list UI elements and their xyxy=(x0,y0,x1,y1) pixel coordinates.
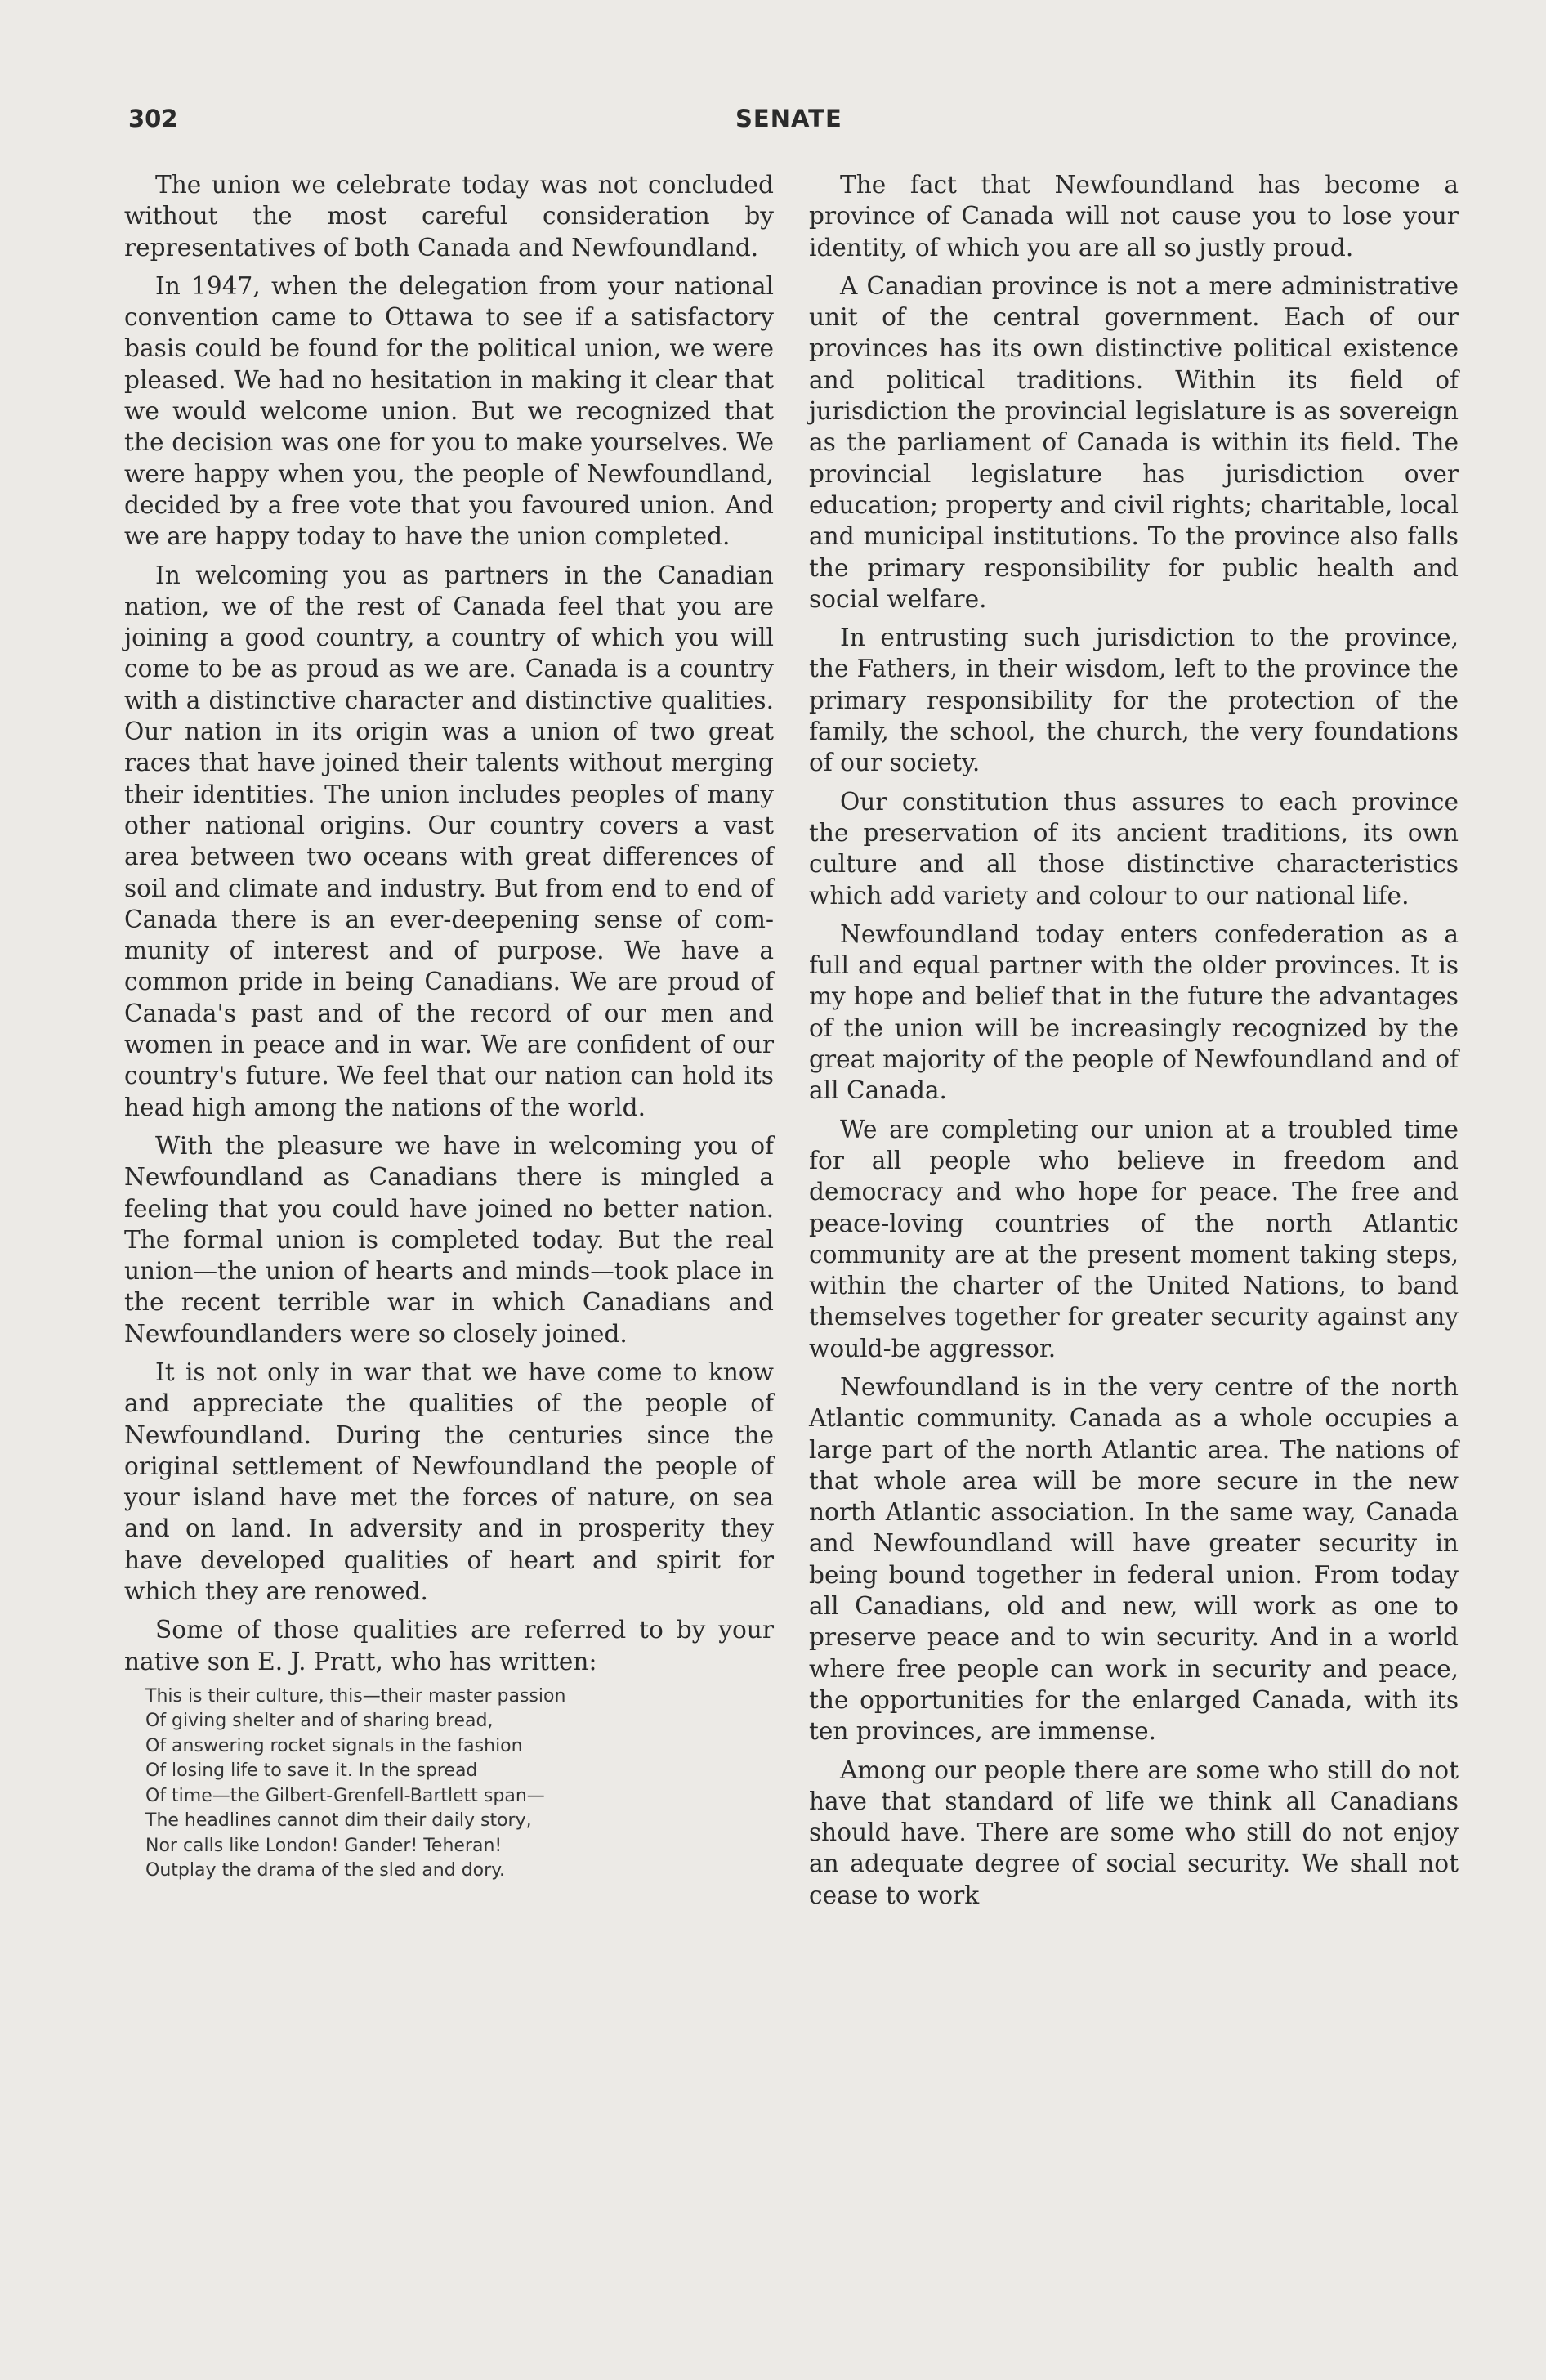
poem-line: Of losing life to save it. In the spread xyxy=(145,1760,478,1782)
page-number: 302 xyxy=(128,105,178,132)
right-column xyxy=(809,169,1459,1918)
poem-line: Outplay the drama of the sled and dory. xyxy=(145,1860,506,1881)
poem-line: The headlines cannot dim their daily story, xyxy=(145,1810,532,1832)
poem-line: This is their culture, this—their master passion xyxy=(145,1685,566,1707)
paragraph: Our constitution thus assures to each province the preservation of its ancient traditions, its own culture and all those distinctive characteristics which add variety and colour to our national life. xyxy=(809,787,1459,910)
page-header xyxy=(127,105,1467,142)
paragraph: We are completing our union at a troubled time for all people who believe in freedom and democracy and who hope for peace. The free and peace-loving countries of the north Atlantic community are at the present moment taking steps, within the charter of the United Nations, to band themselves together for greater security against any would-be aggressor. xyxy=(809,1115,1459,1362)
poem-line: Of answering rocket signals in the fashion xyxy=(145,1735,523,1756)
paragraph: In 1947, when the delegation from your national convention came to Ottawa to see if a satisfactory basis could be found for the political union, we were pleased. We had no hesitation in making it clear that we would welcome union. But we recognized that the decision was one for you to make yourselves. We were happy when you, the people of Newfoundland, decided by a free vote that you favoured union. And we are happy today to have the union completed. xyxy=(124,271,774,551)
paragraph: The fact that Newfoundland has become a province of Canada will not cause you to lose your identity, of which you are all so justly proud. xyxy=(809,171,1459,262)
paragraph: The union we celebrate today was not concluded without the most careful consideration by representatives of both Canada and Newfoundland. xyxy=(124,171,774,262)
running-head: SENATE xyxy=(735,105,842,132)
poem-line: Of giving shelter and of sharing bread, xyxy=(145,1711,494,1732)
poem-line: Nor calls like London! Gander! Teheran! xyxy=(145,1835,503,1856)
paragraph: Among our people there are some who still do not have that standard of life we think all Canadians should have. There are some who still do not enjoy an adequate degree of social security. We shall not cease to work xyxy=(809,1756,1459,1909)
paragraph: A Canadian province is not a mere administrative unit of the central government. Each of our provinces has its own distinctive political existence and political traditions. Within its field of jurisdiction the provincial legislature is as sovereign as the parliament of Canada is within its field. The provincial legislature has jurisdiction over education; property and civil rights; charitable, local and municipal institutions. To the province also falls the primary responsibility for public health and social welfare. xyxy=(809,271,1459,613)
paragraph: It is not only in war that we have come to know and appreciate the qualities of the people of Newfoundland. During the centuries since the original settlement of Newfoundland the people of your island have met the forces of nature, on sea and on land. In adversity and in prosperity they have developed qualities of heart and spirit for which they are renowed. xyxy=(124,1358,774,1606)
poem-line: Of time—the Gilbert-Grenfell-Bartlett span— xyxy=(145,1785,545,1806)
paragraph: With the pleasure we have in welcoming you of Newfoundland as Canadians there is mingled a feeling that you could have joined no better nation. The formal union is completed today. But the real union—the union of hearts and minds—took place in the recent terrible war in which Canadians and Newfoundlanders were so closely joined. xyxy=(124,1131,774,1348)
left-column xyxy=(124,169,774,1884)
paragraph: In welcoming you as partners in the Canadian nation, we of the rest of Canada feel that you are joining a good country, a country of which you will come to be as proud as we are. Canada is a country with a distinctive character and distinctive qualities. Our nation in its origin was a union of two great races that have joined their talents without merging their identities. The union includes peoples of many other national origins. Our country covers a vast area between two oceans with great differences of soil and climate and industry. But from end to end of Canada there is an ever-deepening sense of community of interest and of purpose. We have a common pride in being Canadians. We are proud of Canada's past and of the record of our men and women in peace and in war. We are confident of our country's future. We feel that our nation can hold its head high among the nations of the world. xyxy=(124,561,774,1121)
paragraph: Newfoundland today enters confederation as a full and equal partner with the older provinces. It is my hope and belief that in the future the advantages of the union will be increasingly recognized by the great majority of the people of Newfoundland and of all Canada. xyxy=(809,919,1459,1105)
paragraph: In entrusting such jurisdiction to the province, the Fathers, in their wisdom, left to the province the primary responsibility for the protection of the family, the school, the church, the very foundations of our society. xyxy=(809,624,1459,777)
paragraph: Some of those qualities are referred to by your native son E. J. Pratt, who has written: xyxy=(124,1616,774,1675)
paragraph: Newfoundland is in the very centre of the north Atlantic community. Canada as a whole occupies a large part of the north Atlantic area. The nations of that whole area will be more secure in the new north Atlantic association. In the same way, Canada and Newfoundland will have greater security in being bound together in federal union. From today all Canadians, old and new, will work as one to preserve peace and to win security. And in a world where free people can work in security and peace, the opportunities for the enlarged Canada, with its ten provinces, are immense. xyxy=(809,1372,1459,1746)
poem-quote xyxy=(145,1684,774,1884)
